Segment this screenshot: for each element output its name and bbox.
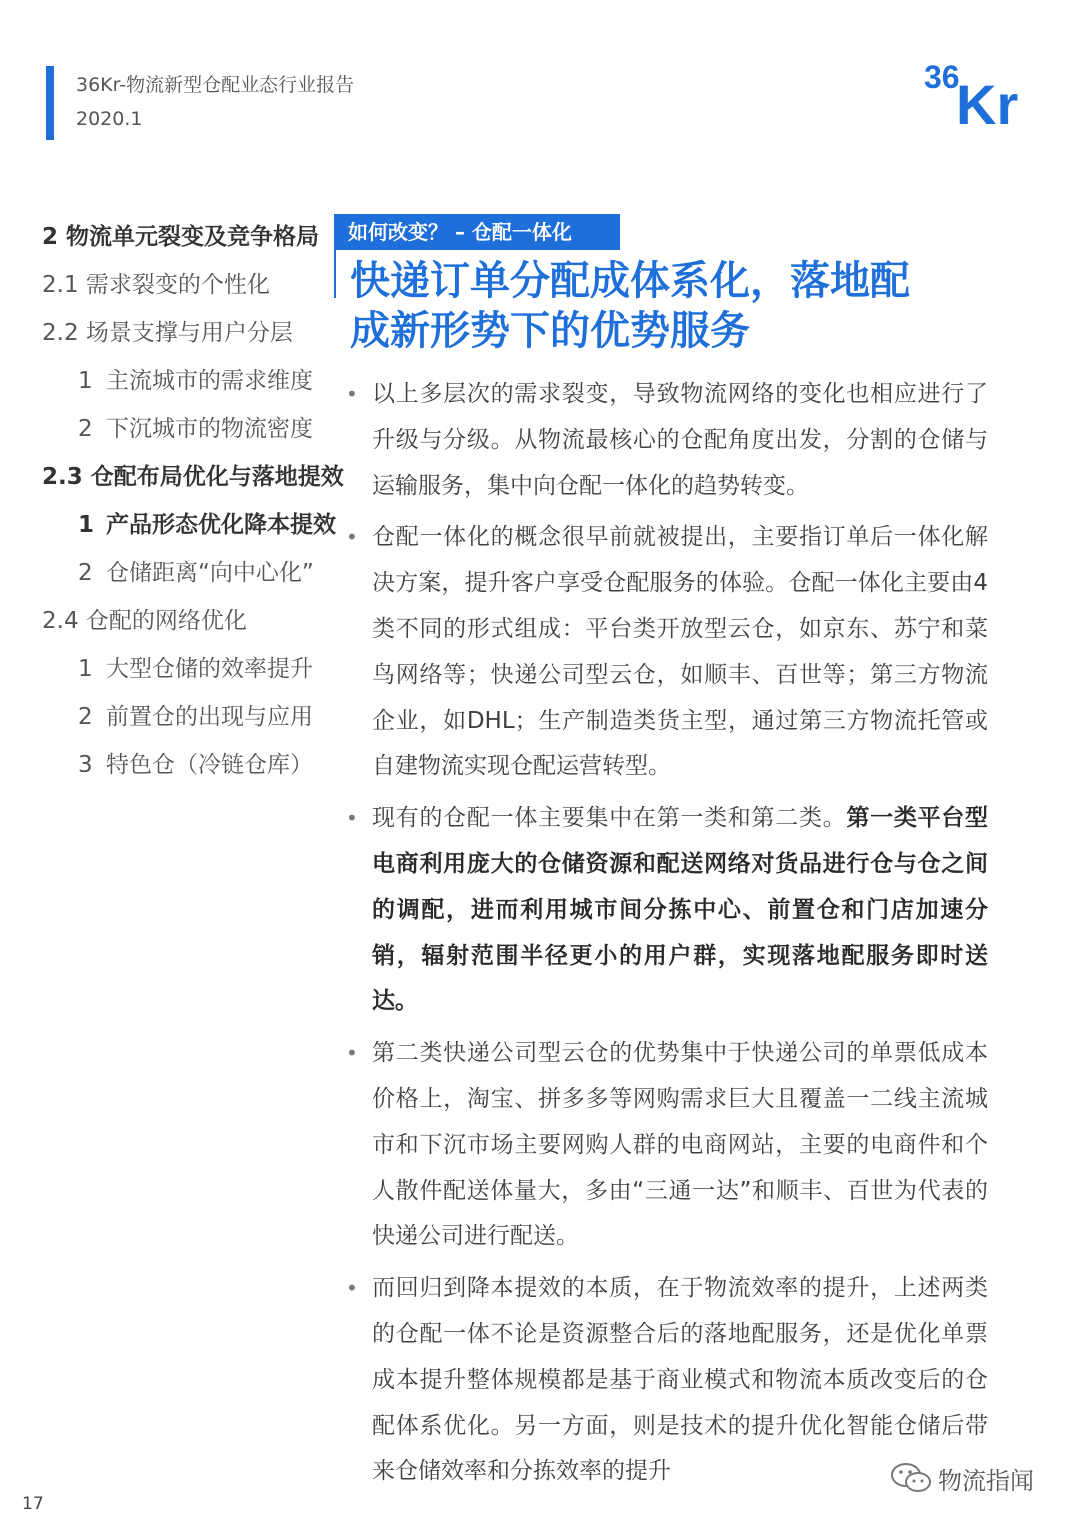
toc-item[interactable]: 2.1 需求裂变的个性化	[42, 272, 270, 298]
paragraph-text: 现有的仓配一体主要集中在第一类和第二类。	[372, 805, 847, 832]
toc-item[interactable]	[78, 410, 313, 443]
bullet-paragraph	[344, 796, 988, 1025]
report-title: 36Kr-物流新型仓配业态行业报告	[76, 74, 355, 96]
paragraph-bold-text: 第一类平台型电商利用庞大的仓储资源和配送网络对货品进行仓与仓之间的调配，进而利用城市间分拣中心、前置仓和门店加速分销，辐射范围半径更小的用户群，实现落地配服务即时送达。	[372, 805, 989, 1015]
toc-item-current[interactable]	[78, 506, 336, 539]
bullet-paragraph	[344, 372, 988, 509]
toc-label: 产品形态优化降本提效	[106, 512, 336, 538]
paragraph-text: 第二类快递公司型云仓的优势集中于快递公司的单票低成本价格上，淘宝、拼多多等网购需求巨大且覆盖一二线主流城市和下沉市场主要网购人群的电商网站，主要的电商件和个人散件配送体量大，多由“三通一达”和顺丰、百世为代表的快递公司进行配送。	[372, 1040, 988, 1250]
toc-item[interactable]	[78, 746, 313, 779]
bullet-paragraph	[344, 515, 988, 790]
header-accent-bar	[46, 66, 54, 140]
toc-item-current-section[interactable]: 2.3 仓配布局优化与落地提效	[42, 464, 344, 490]
bullet-icon: •	[346, 1276, 358, 1301]
body-content	[344, 372, 988, 1501]
toc-number: 3	[78, 752, 93, 778]
toc-number: 2	[78, 704, 93, 730]
toc-number: 1	[78, 656, 93, 682]
toc-item[interactable]: 2.4 仓配的网络优化	[42, 608, 247, 634]
toc-label: 特色仓（冷链仓库）	[106, 752, 313, 778]
36kr-logo	[922, 58, 1042, 128]
toc-item[interactable]	[78, 650, 313, 683]
toc-item[interactable]	[78, 698, 313, 731]
toc-item[interactable]: 2 物流单元裂变及竞争格局	[42, 224, 320, 250]
watermark-text: 物流指闻	[938, 1466, 1034, 1495]
toc-label: 仓储距离“向中心化”	[106, 560, 314, 586]
toc-item[interactable]	[78, 362, 313, 395]
bullet-icon: •	[346, 382, 358, 406]
report-date: 2020.1	[76, 108, 143, 130]
paragraph-text: 而回归到降本提效的本质，在于物流效率的提升，上述两类的仓配一体不论是资源整合后的落地配服务，还是优化单票成本提升整体规模都是基于商业模式和物流本质改变后的仓配体系优化。另一方面，则是技术的提升优化智能仓储后带来仓储效率和分拣效率的提升	[372, 1275, 988, 1485]
section-tag: 如何改变？ – 仓配一体化	[336, 214, 620, 250]
toc-number: 2	[78, 560, 93, 586]
page-title	[350, 256, 1000, 356]
title-line-1: 快递订单分配成体系化，落地配	[350, 258, 910, 304]
toc-label: 下沉城市的物流密度	[106, 416, 313, 442]
watermark	[890, 1458, 1034, 1498]
bullet-icon: •	[346, 525, 358, 550]
bullet-icon: •	[346, 1041, 358, 1066]
toc-number: 1	[78, 512, 95, 538]
paragraph-text: 仓配一体化的概念很早前就被提出，主要指订单后一体化解决方案，提升客户享受仓配服务的体验。仓配一体化主要由4类不同的形式组成：平台类开放型云仓，如京东、苏宁和菜鸟网络等；快递公司型云仓，如顺丰、百世等；第三方物流企业，如DHL；生产制造类货主型，通过第三方物流托管或自建物流实现仓配运营转型。	[372, 524, 988, 780]
bullet-icon: •	[346, 806, 358, 831]
wechat-icon	[890, 1461, 932, 1495]
toc-item[interactable]: 2.2 场景支撑与用户分层	[42, 320, 293, 346]
toc-number: 1	[78, 368, 93, 394]
bullet-paragraph	[344, 1031, 988, 1260]
svg-text:36: 36	[924, 59, 960, 95]
paragraph-text: 以上多层次的需求裂变，导致物流网络的变化也相应进行了升级与分级。从物流最核心的仓配角度出发，分割的仓储与运输服务，集中向仓配一体化的趋势转变。	[372, 381, 988, 499]
toc-item[interactable]	[78, 554, 314, 587]
svg-text:Kr: Kr	[956, 73, 1019, 128]
toc-label: 主流城市的需求维度	[106, 368, 313, 394]
title-line-2: 成新形势下的优势服务	[350, 308, 750, 354]
toc-label: 前置仓的出现与应用	[106, 704, 313, 730]
toc-label: 大型仓储的效率提升	[106, 656, 313, 682]
page-number: 17	[22, 1494, 44, 1514]
toc-number: 2	[78, 416, 93, 442]
